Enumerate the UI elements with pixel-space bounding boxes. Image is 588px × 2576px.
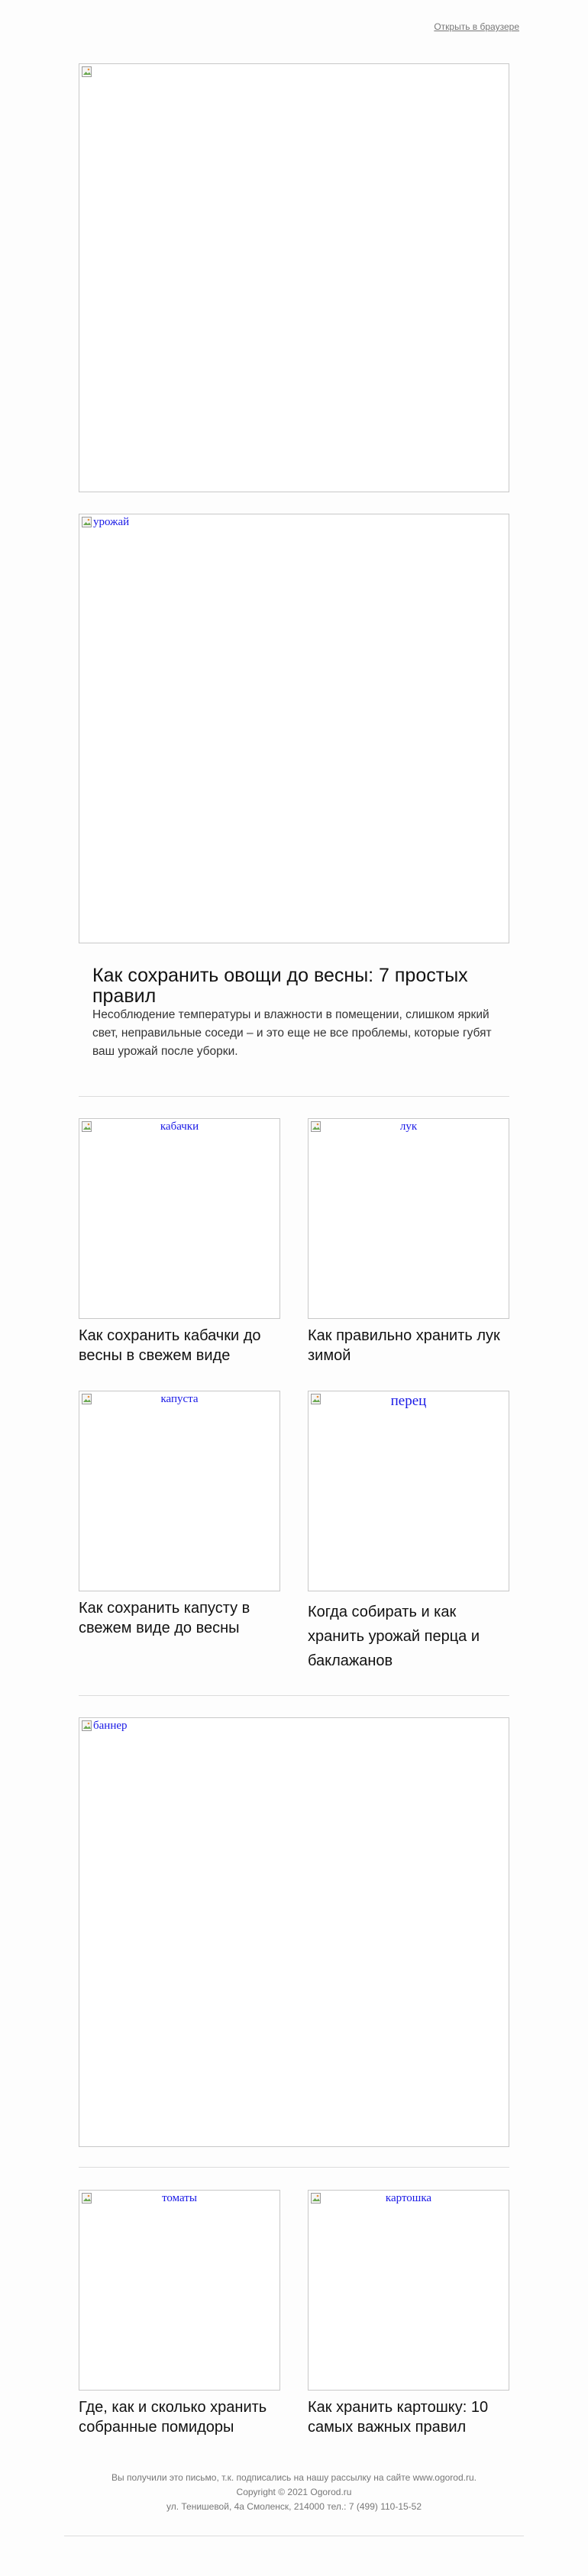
article-image[interactable] [79,1118,280,1319]
article-title[interactable]: Где, как и сколько хранить собранные помидоры [79,2399,267,2436]
article-image[interactable] [308,2190,509,2391]
header-image[interactable] [79,63,509,492]
open-in-browser-link[interactable]: Открыть в браузере [434,21,519,32]
divider [79,1695,509,1696]
article-title[interactable]: Когда собирать и как хранить урожай перца и баклажанов [308,1604,480,1669]
article-title[interactable]: Как хранить картошку: 10 самых важных правил [308,2399,489,2436]
divider [79,2167,509,2168]
divider [79,1096,509,1097]
article-title[interactable]: Как сохранить кабачки до весны в свежем виде [79,1327,261,1364]
article-image-alt: томаты [162,2192,197,2204]
article-image[interactable] [308,1118,509,1319]
footer-copyright: Copyright © 2021 Ogorod.ru [236,2487,352,2497]
hero-image-alt: урожай [93,516,130,528]
article-image-alt: кабачки [160,1120,199,1133]
banner-image-alt: баннер [93,1720,128,1732]
article-title[interactable]: Как сохранить капусту в свежем виде до весны [79,1600,250,1636]
article-image-alt: капуста [160,1393,199,1405]
footer-address: ул. Тенишевой, 4а Смоленск, 214000 тел.: 7 (499) 110-15-52 [166,2501,422,2512]
article-title[interactable]: Как правильно хранить лук зимой [308,1327,500,1364]
hero-text: Несоблюдение температуры и влажности в помещении, слишком яркий свет, неправильные соседи – и это еще не все проблемы, которые губят ваш урожай после уборки. [92,1008,492,1058]
article-image[interactable] [79,1391,280,1591]
article-image-alt: картошка [385,2192,432,2204]
article-image[interactable] [308,1391,509,1591]
footer-subscription-note: Вы получили это письмо, т.к. подписались на нашу рассылку на сайте www.ogorod.ru. [111,2472,477,2483]
article-image-alt: перец [390,1393,427,1409]
broken-image-icon [81,66,93,78]
broken-image-icon [81,516,93,528]
article-image-alt: лук [399,1120,418,1133]
banner-image[interactable] [79,1717,509,2147]
broken-image-icon [81,1720,93,1732]
article-image[interactable] [79,2190,280,2391]
hero-image[interactable] [79,514,509,943]
hero-title[interactable]: Как сохранить овощи до весны: 7 простых правил [92,965,468,1007]
